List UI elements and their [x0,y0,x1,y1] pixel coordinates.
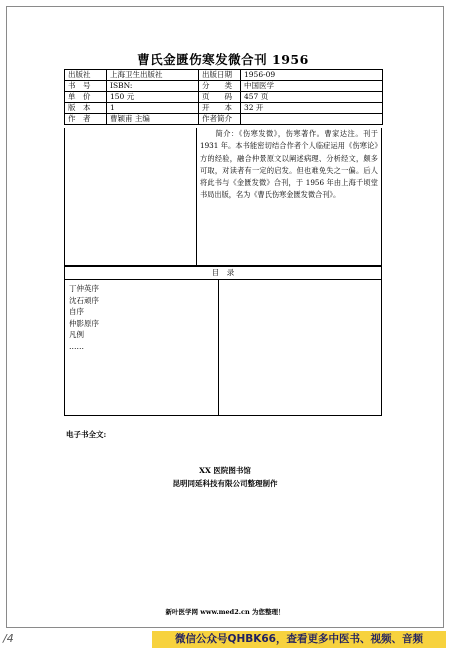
info-value: 曹颖甫 主编 [107,114,199,125]
document-title: 曹氏金匮伤寒发微合刊 1956 [137,52,309,67]
info-label: 开 本 [199,103,241,114]
info-label: 版 本 [65,103,107,114]
info-value: 中国医学 [241,81,383,92]
info-label: 单 价 [65,92,107,103]
info-row [65,81,383,92]
toc-item: 凡例 [69,330,84,340]
toc-item: 自序 [69,307,84,317]
book-info-table [64,69,383,125]
info-label: 分 类 [199,81,241,92]
toc-divider [218,280,219,415]
info-label: 作 者 [65,114,107,125]
info-row [65,103,383,114]
info-value: 1956-09 [241,70,383,81]
library-credit [100,464,350,490]
toc-list [69,283,99,353]
info-value: 1 [107,103,199,114]
info-value: 上海卫生出版社 [107,70,199,81]
intro-section [64,128,382,266]
toc-item: 仲影原序 [69,318,99,328]
producer-name: 昆明同延科技有限公司整理制作 [172,479,278,488]
info-value: ISBN: [107,81,199,92]
library-name: XX 医院图书馆 [199,466,251,475]
info-row [65,114,383,125]
info-row [65,92,383,103]
info-label: 书 号 [65,81,107,92]
book-introduction: 简介：《伤寒发微》，伤寒著作。曹家达注。刊于 1931 年。本书能密切结合作者个人临症运用《伤寒论》方的经验，融合仲景原文以阐述病理、分析经文，颇多可取，对读者有一定的启发。但也难免失之一偏。后人将此书与《金匮发微》合刊，于 1956 年由上海千顷堂书局出版，名为《曹氏伤寒金匮发微合刊》。 [200,129,378,200]
info-value: 457 页 [241,92,383,103]
toc-item: 沈石顽序 [69,295,99,305]
info-value: 32 开 [241,103,383,114]
info-label: 页 码 [199,92,241,103]
toc-header: 目 录 [64,266,382,280]
toc-section [64,280,382,416]
info-row [65,70,383,81]
ebook-label: 电子书全文: [66,430,107,439]
footer-credit: 新叶医学网 www.med2.cn 为您整理！ [165,608,285,616]
toc-item: …… [69,341,84,351]
info-value: 150 元 [107,92,199,103]
info-label: 出版社 [65,70,107,81]
corner-mark: /4 [3,632,14,645]
wechat-banner: 微信公众号QHBK66，查看更多中医书、视频、音频 [152,631,446,648]
info-label: 出版日期 [199,70,241,81]
info-value [241,114,383,125]
info-label: 作者简介 [199,114,241,125]
intro-divider [196,128,197,265]
toc-item: 丁仲英序 [69,284,99,293]
